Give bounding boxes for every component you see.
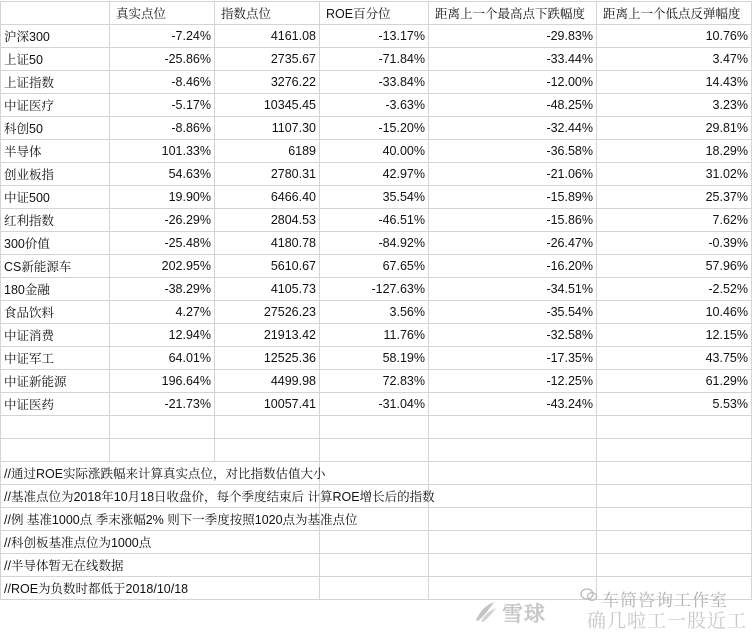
table-row xyxy=(1,209,752,232)
note-text: //ROE为负数时都低于2018/10/18 xyxy=(1,577,320,600)
cell-index-level: 6189 xyxy=(215,140,320,163)
cell-roe-percentile: -127.63% xyxy=(320,278,429,301)
cell-real-level: -5.17% xyxy=(110,94,215,117)
header-drop-from-high: 距离上一个最高点下跌幅度 xyxy=(429,2,597,25)
table-row xyxy=(1,48,752,71)
cell-roe-percentile: 11.76% xyxy=(320,324,429,347)
note-text: //科创板基准点位为1000点 xyxy=(1,531,320,554)
watermark-subtitle: 确几啦工一股近工 xyxy=(587,611,748,632)
table-row xyxy=(1,186,752,209)
header-roe-percentile: ROE百分位 xyxy=(320,2,429,25)
cell-real-level: -7.24% xyxy=(110,25,215,48)
cell-roe-percentile: 3.56% xyxy=(320,301,429,324)
cell-index-level: 4161.08 xyxy=(215,25,320,48)
empty-cell xyxy=(429,462,597,485)
cell-drop-from-high: -17.35% xyxy=(429,347,597,370)
cell-rebound-from-low: 61.29% xyxy=(597,370,752,393)
cell-index-level: 10057.41 xyxy=(215,393,320,416)
cell-rebound-from-low: 12.15% xyxy=(597,324,752,347)
cell-rebound-from-low: 43.75% xyxy=(597,347,752,370)
cell-drop-from-high: -21.06% xyxy=(429,163,597,186)
cell-roe-percentile: 67.65% xyxy=(320,255,429,278)
table-row xyxy=(1,232,752,255)
cell-name: 沪深300 xyxy=(1,25,110,48)
cell-roe-percentile: -71.84% xyxy=(320,48,429,71)
cell-drop-from-high: -12.25% xyxy=(429,370,597,393)
note-row xyxy=(1,554,752,577)
table-row xyxy=(1,393,752,416)
cell-index-level: 1107.30 xyxy=(215,117,320,140)
cell-name: 中证500 xyxy=(1,186,110,209)
cell-name: 中证医药 xyxy=(1,393,110,416)
table-row xyxy=(1,278,752,301)
watermark-brand: 雪球 xyxy=(502,603,546,626)
cell-name: CS新能源车 xyxy=(1,255,110,278)
index-valuation-table xyxy=(0,1,752,600)
table-row xyxy=(1,255,752,278)
cell-drop-from-high: -16.20% xyxy=(429,255,597,278)
cell-index-level: 2804.53 xyxy=(215,209,320,232)
empty-cell xyxy=(429,577,597,600)
empty-cell xyxy=(597,554,752,577)
cell-roe-percentile: 72.83% xyxy=(320,370,429,393)
cell-real-level: -8.86% xyxy=(110,117,215,140)
cell-real-level: 54.63% xyxy=(110,163,215,186)
cell-real-level: -38.29% xyxy=(110,278,215,301)
table-row xyxy=(1,117,752,140)
table-row xyxy=(1,71,752,94)
empty-cell xyxy=(597,439,752,462)
cell-drop-from-high: -36.58% xyxy=(429,140,597,163)
cell-roe-percentile: -13.17% xyxy=(320,25,429,48)
empty-row xyxy=(1,416,752,439)
cell-drop-from-high: -26.47% xyxy=(429,232,597,255)
empty-cell xyxy=(597,416,752,439)
cell-name: 中证医疗 xyxy=(1,94,110,117)
empty-cell xyxy=(320,577,429,600)
empty-cell xyxy=(320,531,429,554)
cell-rebound-from-low: 25.37% xyxy=(597,186,752,209)
cell-index-level: 2780.31 xyxy=(215,163,320,186)
cell-index-level: 2735.67 xyxy=(215,48,320,71)
note-text: //基准点位为2018年10月18日收盘价，每个季度结束后 计算ROE增长后的指数 xyxy=(1,485,320,508)
cell-drop-from-high: -12.00% xyxy=(429,71,597,94)
cell-drop-from-high: -34.51% xyxy=(429,278,597,301)
cell-roe-percentile: 35.54% xyxy=(320,186,429,209)
cell-roe-percentile: 40.00% xyxy=(320,140,429,163)
empty-cell xyxy=(429,439,597,462)
cell-roe-percentile: -84.92% xyxy=(320,232,429,255)
table-row xyxy=(1,140,752,163)
cell-real-level: -25.86% xyxy=(110,48,215,71)
cell-drop-from-high: -43.24% xyxy=(429,393,597,416)
empty-cell xyxy=(1,416,110,439)
cell-drop-from-high: -29.83% xyxy=(429,25,597,48)
note-row xyxy=(1,462,752,485)
header-name xyxy=(1,2,110,25)
cell-name: 300价值 xyxy=(1,232,110,255)
cell-roe-percentile: 58.19% xyxy=(320,347,429,370)
cell-roe-percentile: -33.84% xyxy=(320,71,429,94)
note-text: //例 基准1000点 季末涨幅2% 则下一季度按照1020点为基准点位 xyxy=(1,508,320,531)
cell-index-level: 4499.98 xyxy=(215,370,320,393)
empty-cell xyxy=(429,531,597,554)
cell-real-level: -26.29% xyxy=(110,209,215,232)
empty-row xyxy=(1,439,752,462)
table-row xyxy=(1,94,752,117)
cell-roe-percentile: -15.20% xyxy=(320,117,429,140)
cell-index-level: 10345.45 xyxy=(215,94,320,117)
cell-real-level: -25.48% xyxy=(110,232,215,255)
cell-index-level: 27526.23 xyxy=(215,301,320,324)
cell-name: 红利指数 xyxy=(1,209,110,232)
empty-cell xyxy=(320,416,429,439)
cell-name: 科创50 xyxy=(1,117,110,140)
empty-cell xyxy=(429,554,597,577)
empty-cell xyxy=(429,416,597,439)
cell-real-level: -8.46% xyxy=(110,71,215,94)
header-rebound-from-low: 距离上一个低点反弹幅度 xyxy=(597,2,752,25)
empty-cell xyxy=(597,508,752,531)
cell-real-level: 4.27% xyxy=(110,301,215,324)
empty-cell xyxy=(597,462,752,485)
table-row xyxy=(1,25,752,48)
cell-index-level: 5610.67 xyxy=(215,255,320,278)
cell-name: 上证指数 xyxy=(1,71,110,94)
cell-index-level: 12525.36 xyxy=(215,347,320,370)
cell-drop-from-high: -33.44% xyxy=(429,48,597,71)
cell-rebound-from-low: 3.23% xyxy=(597,94,752,117)
cell-name: 180金融 xyxy=(1,278,110,301)
cell-index-level: 4105.73 xyxy=(215,278,320,301)
xueqiu-logo-icon xyxy=(472,598,498,624)
note-row xyxy=(1,531,752,554)
empty-cell xyxy=(429,485,597,508)
header-index-level: 指数点位 xyxy=(215,2,320,25)
empty-cell xyxy=(320,439,429,462)
cell-real-level: -21.73% xyxy=(110,393,215,416)
empty-cell xyxy=(320,554,429,577)
empty-cell xyxy=(215,439,320,462)
watermark-title: 车简咨询工作室 xyxy=(602,591,728,610)
note-text: //通过ROE实际涨跌幅来计算真实点位，对比指数估值大小 xyxy=(1,462,320,485)
cell-rebound-from-low: 29.81% xyxy=(597,117,752,140)
cell-drop-from-high: -32.58% xyxy=(429,324,597,347)
cell-rebound-from-low: 7.62% xyxy=(597,209,752,232)
cell-drop-from-high: -32.44% xyxy=(429,117,597,140)
cell-index-level: 3276.22 xyxy=(215,71,320,94)
table-row xyxy=(1,163,752,186)
cell-drop-from-high: -35.54% xyxy=(429,301,597,324)
empty-cell xyxy=(215,416,320,439)
cell-rebound-from-low: 57.96% xyxy=(597,255,752,278)
note-row xyxy=(1,508,752,531)
cell-rebound-from-low: 14.43% xyxy=(597,71,752,94)
cell-index-level: 21913.42 xyxy=(215,324,320,347)
cell-real-level: 101.33% xyxy=(110,140,215,163)
empty-cell xyxy=(429,508,597,531)
cell-real-level: 64.01% xyxy=(110,347,215,370)
cell-name: 上证50 xyxy=(1,48,110,71)
cell-real-level: 202.95% xyxy=(110,255,215,278)
note-row xyxy=(1,577,752,600)
cell-real-level: 12.94% xyxy=(110,324,215,347)
empty-cell xyxy=(1,439,110,462)
cell-rebound-from-low: 3.47% xyxy=(597,48,752,71)
empty-cell xyxy=(320,462,429,485)
empty-cell xyxy=(597,531,752,554)
note-row xyxy=(1,485,752,508)
cell-rebound-from-low: -0.39% xyxy=(597,232,752,255)
table-row xyxy=(1,370,752,393)
note-text: //半导体暂无在线数据 xyxy=(1,554,320,577)
cell-rebound-from-low: 10.46% xyxy=(597,301,752,324)
header-row xyxy=(1,2,752,25)
cell-real-level: 196.64% xyxy=(110,370,215,393)
header-real-level: 真实点位 xyxy=(110,2,215,25)
cell-drop-from-high: -15.86% xyxy=(429,209,597,232)
cell-rebound-from-low: -2.52% xyxy=(597,278,752,301)
cell-roe-percentile: 42.97% xyxy=(320,163,429,186)
empty-cell xyxy=(597,485,752,508)
cell-index-level: 6466.40 xyxy=(215,186,320,209)
cell-drop-from-high: -15.89% xyxy=(429,186,597,209)
cell-roe-percentile: -46.51% xyxy=(320,209,429,232)
cell-name: 中证消费 xyxy=(1,324,110,347)
cell-roe-percentile: -3.63% xyxy=(320,94,429,117)
cell-real-level: 19.90% xyxy=(110,186,215,209)
cell-rebound-from-low: 18.29% xyxy=(597,140,752,163)
table-row xyxy=(1,301,752,324)
cell-drop-from-high: -48.25% xyxy=(429,94,597,117)
cell-rebound-from-low: 5.53% xyxy=(597,393,752,416)
empty-cell xyxy=(597,577,752,600)
table-row xyxy=(1,324,752,347)
cell-rebound-from-low: 10.76% xyxy=(597,25,752,48)
cell-name: 中证新能源 xyxy=(1,370,110,393)
cell-index-level: 4180.78 xyxy=(215,232,320,255)
cell-roe-percentile: -31.04% xyxy=(320,393,429,416)
cell-name: 半导体 xyxy=(1,140,110,163)
table-row xyxy=(1,347,752,370)
empty-cell xyxy=(110,416,215,439)
cell-name: 创业板指 xyxy=(1,163,110,186)
cell-rebound-from-low: 31.02% xyxy=(597,163,752,186)
cell-name: 中证军工 xyxy=(1,347,110,370)
empty-cell xyxy=(110,439,215,462)
cell-name: 食品饮料 xyxy=(1,301,110,324)
